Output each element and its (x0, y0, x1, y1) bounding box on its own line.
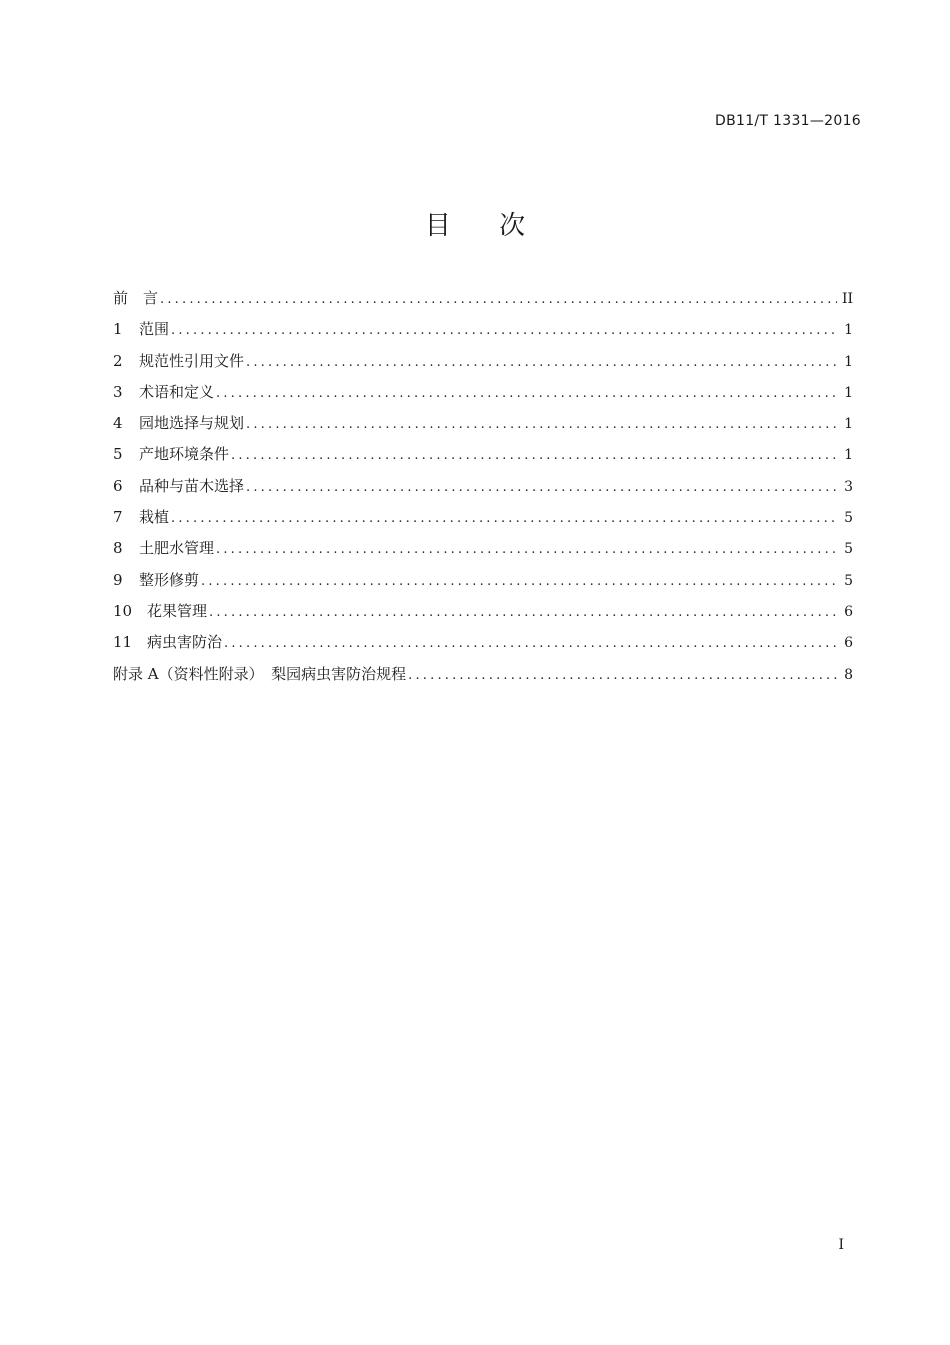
toc-leader-dots (224, 631, 837, 657)
page-number: I (838, 1237, 844, 1253)
toc-entry-number: 4 (113, 414, 123, 433)
toc-leader-dots (246, 412, 837, 438)
toc-page-number: 5 (844, 572, 853, 589)
toc-page-number: 8 (844, 666, 853, 683)
toc-leader-dots (408, 663, 837, 689)
toc-entry-number: 6 (113, 476, 123, 495)
toc-entry-text: 土肥水管理 (139, 539, 215, 558)
toc-entry-text: 花果管理 (147, 601, 208, 620)
toc-entry-number: 5 (113, 445, 123, 464)
toc-page-number: 1 (844, 416, 853, 433)
toc-entry-10[interactable] (113, 598, 853, 629)
toc-page-number: 3 (844, 478, 853, 495)
toc-entry-7[interactable] (113, 504, 853, 535)
toc-page-number: II (841, 291, 853, 307)
toc-entry-appendix-a[interactable] (113, 661, 853, 692)
table-of-contents (113, 285, 853, 692)
toc-page-number: 1 (844, 384, 853, 401)
toc-entry-text: 园地选择与规划 (139, 414, 245, 433)
toc-entry-text: 整形修剪 (139, 570, 200, 589)
toc-entry-8[interactable] (113, 535, 853, 566)
toc-entry-2[interactable] (113, 348, 853, 379)
toc-page-number: 5 (844, 541, 853, 558)
toc-leader-dots (171, 318, 837, 344)
toc-leader-dots (171, 506, 837, 532)
toc-entry-text: 栽植 (139, 508, 170, 527)
toc-entry-5[interactable] (113, 441, 853, 472)
toc-entry-foreword[interactable] (113, 285, 853, 316)
toc-page-number: 1 (844, 447, 853, 464)
toc-entry-11[interactable] (113, 629, 853, 660)
toc-page-number: 5 (844, 510, 853, 527)
toc-page-number: 1 (844, 353, 853, 370)
toc-entry-number: 2 (113, 351, 123, 370)
toc-entry-number: 7 (113, 508, 123, 527)
toc-leader-dots (231, 443, 837, 469)
toc-entry-number: 3 (113, 382, 123, 401)
toc-entry-6[interactable] (113, 473, 853, 504)
toc-leader-dots (201, 569, 837, 595)
toc-entry-number: 8 (113, 539, 123, 558)
toc-leader-dots (246, 350, 837, 376)
toc-entry-text: 术语和定义 (139, 382, 215, 401)
toc-entry-text: 产地环境条件 (139, 445, 230, 464)
toc-entry-text: 附录 A（资料性附录） 梨园病虫害防治规程 (113, 664, 407, 683)
toc-entry-number: 11 (113, 633, 133, 652)
toc-page-number: 6 (844, 603, 853, 620)
toc-page-number: 1 (844, 322, 853, 339)
toc-leader-dots (246, 475, 837, 501)
page-title: 目 次 (424, 211, 546, 241)
toc-entry-number: 9 (113, 570, 123, 589)
toc-entry-3[interactable] (113, 379, 853, 410)
toc-entry-1[interactable] (113, 316, 853, 347)
toc-entry-9[interactable] (113, 567, 853, 598)
toc-entry-number: 1 (113, 320, 123, 339)
toc-leader-dots (216, 537, 837, 563)
toc-entry-text: 品种与苗木选择 (139, 476, 245, 495)
toc-entry-text: 规范性引用文件 (139, 351, 245, 370)
toc-leader-dots (160, 287, 837, 313)
toc-leader-dots (209, 600, 837, 626)
toc-leader-dots (216, 381, 837, 407)
toc-entry-number: 10 (113, 601, 133, 620)
toc-page-number: 6 (844, 635, 853, 652)
toc-entry-text: 病虫害防治 (147, 633, 223, 652)
toc-entry-4[interactable] (113, 410, 853, 441)
toc-entry-text: 前 言 (113, 289, 159, 307)
document-code: DB11/T 1331—2016 (715, 113, 861, 129)
toc-entry-text: 范围 (139, 320, 170, 339)
